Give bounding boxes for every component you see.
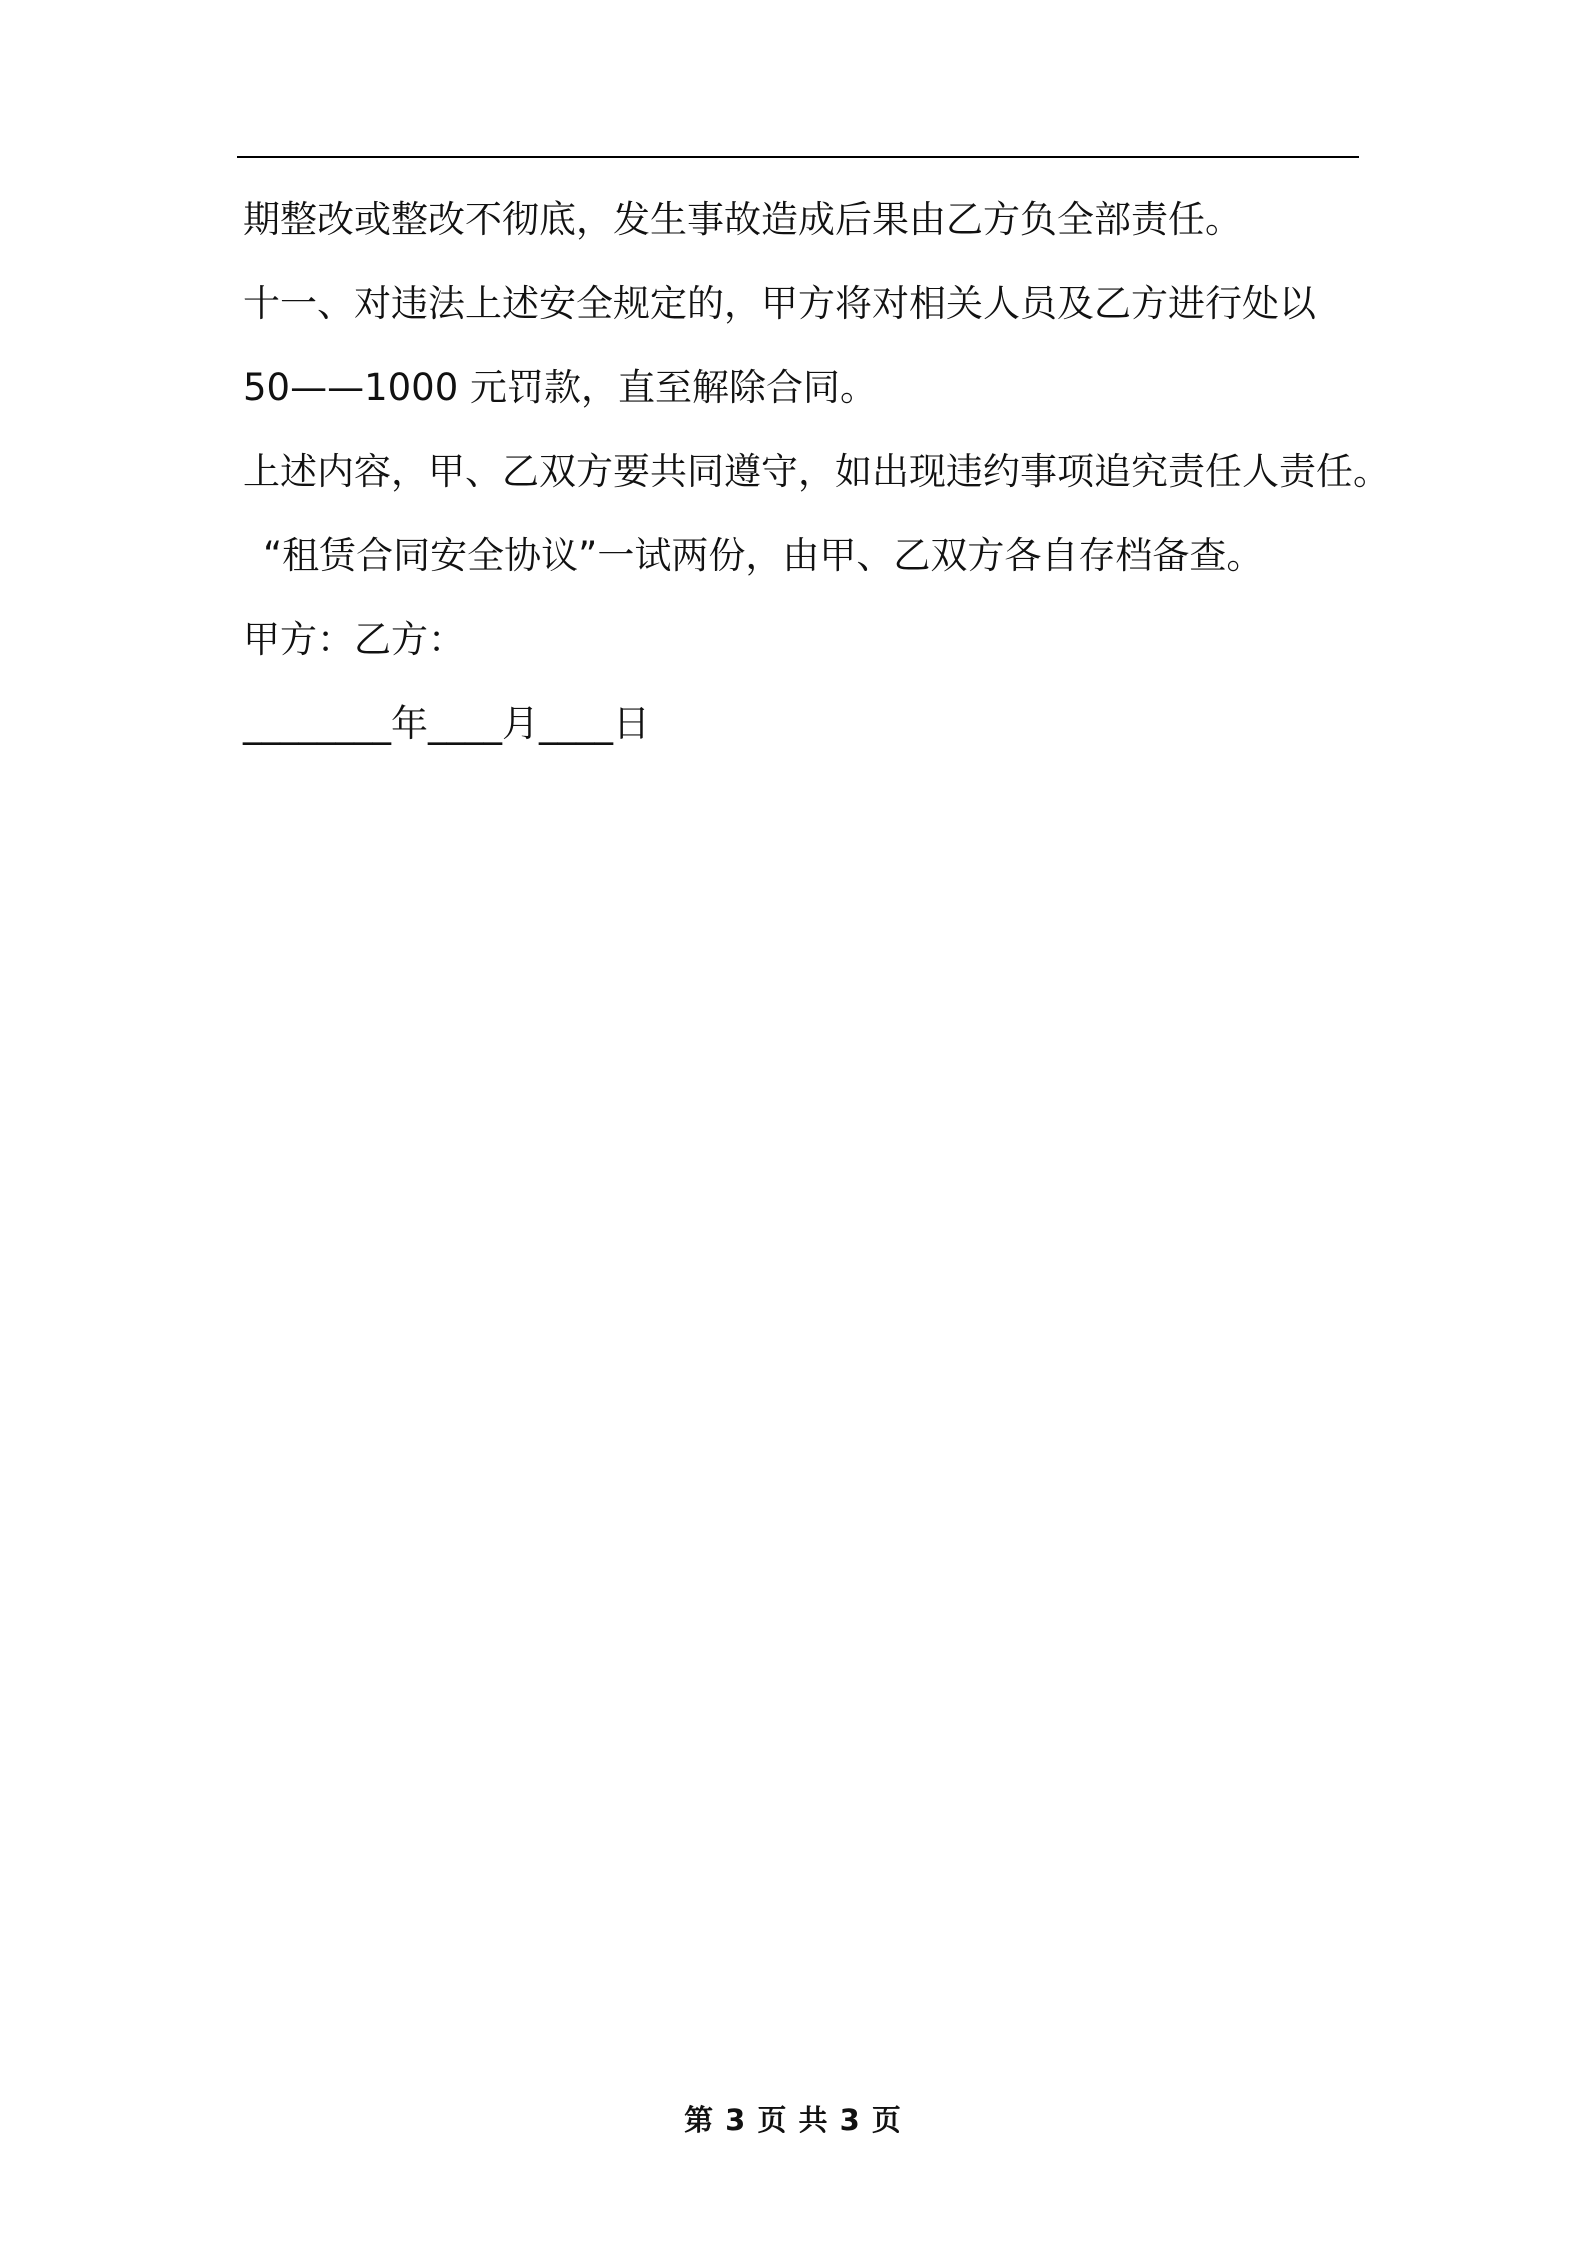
paragraph-line-3: 50——1000 元罚款，直至解除合同。 bbox=[243, 366, 878, 409]
paragraph-line-1: 期整改或整改不彻底，发生事故造成后果由乙方负全部责任。 bbox=[243, 198, 1242, 241]
signature-date: ________年____月____日 bbox=[243, 702, 650, 745]
document-body bbox=[243, 198, 1390, 788]
paragraph-line-5: “租赁合同安全协议”一试两份，由甲、乙双方各自存档备查。 bbox=[263, 534, 1264, 577]
header-divider bbox=[237, 156, 1359, 158]
signature-parties: 甲方：乙方： bbox=[243, 618, 465, 661]
paragraph-line-4: 上述内容，甲、乙双方要共同遵守，如出现违约事项追究责任人责任。 bbox=[243, 450, 1390, 493]
page-number: 第 3 页 共 3 页 bbox=[684, 2103, 902, 2137]
paragraph-line-2: 十一、对违法上述安全规定的，甲方将对相关人员及乙方进行处以 bbox=[243, 282, 1316, 325]
